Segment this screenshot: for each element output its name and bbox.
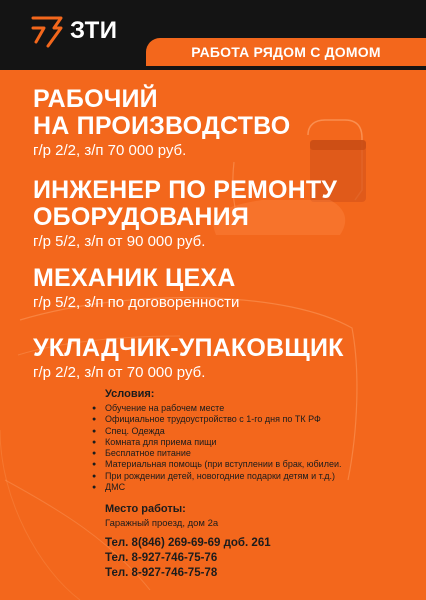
phone-number: Тел. 8-927-746-75-76 — [105, 552, 218, 564]
job-packer — [33, 335, 344, 382]
list-item: ● Официальное трудоустройство с 1-го дня по ТК РФ — [92, 414, 342, 425]
job-title: ИНЖЕНЕР ПО РЕМОНТУ — [33, 176, 338, 204]
job-title: РАБОЧИЙ — [33, 85, 158, 113]
job-title: НА ПРОИЗВОДСТВО — [33, 112, 291, 140]
phone-number: Тел. 8-927-746-75-78 — [105, 567, 218, 579]
job-title: УКЛАДЧИК-УПАКОВЩИК — [33, 334, 344, 362]
job-title: ОБОРУДОВАНИЯ — [33, 203, 249, 231]
phones-block — [105, 536, 271, 581]
phone-number: Тел. 8(846) 269-69-69 доб. 261 — [105, 537, 271, 549]
job-worker — [33, 86, 290, 160]
job-details: г/р 2/2, з/п от 70 000 руб. — [33, 364, 206, 381]
job-details: г/р 2/2, з/п 70 000 руб. — [33, 142, 187, 159]
job-mechanic — [33, 265, 239, 312]
company-name: ЗТИ — [70, 17, 118, 44]
conditions-block — [92, 387, 342, 493]
workplace-heading: Место работы: — [105, 503, 186, 515]
list-item: ● При рождении детей, новогодние подарки детям и т.д.) — [92, 471, 342, 482]
job-details: г/р 5/2, з/п от 90 000 руб. — [33, 233, 206, 250]
workplace-address: Гаражный проезд, дом 2а — [105, 518, 219, 529]
header-bar — [0, 0, 426, 70]
list-item: ● Обучение на рабочем месте — [92, 403, 342, 414]
job-details: г/р 5/2, з/п по договоренности — [33, 294, 240, 311]
job-engineer — [33, 177, 337, 251]
tagline: РАБОТА РЯДОМ С ДОМОМ — [146, 38, 426, 66]
job-title: МЕХАНИК ЦЕХА — [33, 264, 236, 292]
list-item: ● Комната для приема пищи — [92, 437, 342, 448]
list-item: ● Спец. Одежда — [92, 426, 342, 437]
list-item: ● Материальная помощь (при вступлении в брак, юбилеи. — [92, 459, 342, 470]
list-item: ● Бесплатное питание — [92, 448, 342, 459]
conditions-list — [92, 403, 342, 493]
list-item: ● ДМС — [92, 482, 342, 493]
workplace-block — [105, 502, 218, 530]
zti-logo-icon — [30, 14, 64, 48]
conditions-heading: Условия: — [105, 388, 155, 400]
